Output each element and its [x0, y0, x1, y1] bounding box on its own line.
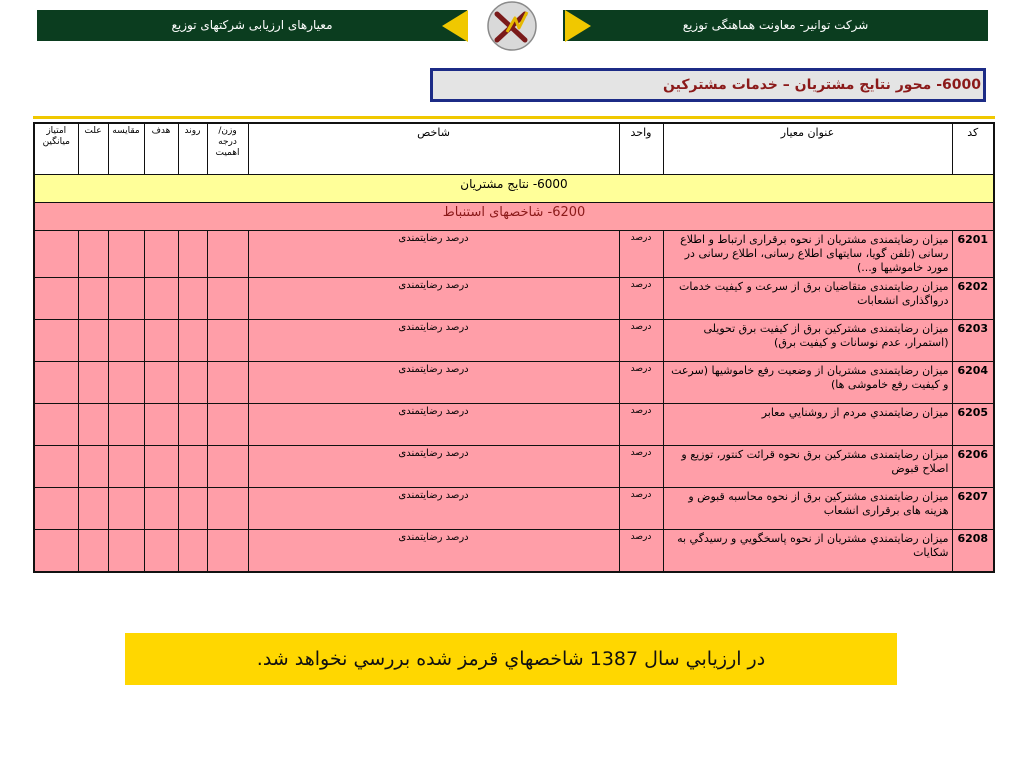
- empty-cell: [144, 530, 178, 573]
- table-row: [34, 488, 994, 530]
- empty-cell: [78, 404, 108, 446]
- empty-cell: [34, 488, 78, 530]
- empty-cell: [178, 530, 207, 573]
- row-unit: درصد: [619, 320, 663, 362]
- row-code: 6206: [952, 446, 994, 488]
- table-row: [34, 530, 994, 573]
- header-criterion: عنوان معیار: [663, 123, 952, 175]
- table-row: [34, 278, 994, 320]
- row-criterion: ميزان رضايتمندي مشتريان از نحوه پاسخگويي و رسيدگي به شكايات: [663, 530, 952, 573]
- group-row-label: 6200- شاخصهای استنباط: [34, 203, 994, 231]
- table-header-row: [34, 123, 994, 175]
- header-indicator: شاخص: [248, 123, 619, 175]
- empty-cell: [178, 362, 207, 404]
- table-row: [34, 231, 994, 278]
- row-criterion: میزان رضایتمندی مشتریان از نحوه برقراری ارتباط و اطلاع رسانی (تلفن گویا، سایتهای اطلاع رسانی، اطلاع رسانی در مورد خاموشیها و...): [663, 231, 952, 278]
- empty-cell: [207, 488, 248, 530]
- empty-cell: [108, 404, 144, 446]
- empty-cell: [178, 231, 207, 278]
- empty-cell: [34, 404, 78, 446]
- section-code: 6000-: [936, 77, 981, 93]
- section-title: [430, 68, 986, 102]
- table-row: [34, 362, 994, 404]
- row-indicator: درصد رضایتمندی: [248, 446, 619, 488]
- row-code: 6202: [952, 278, 994, 320]
- empty-cell: [207, 446, 248, 488]
- table-row: [34, 320, 994, 362]
- empty-cell: [34, 530, 78, 573]
- empty-cell: [178, 446, 207, 488]
- row-unit: درصد: [619, 446, 663, 488]
- criteria-table: [33, 122, 995, 573]
- empty-cell: [178, 404, 207, 446]
- empty-cell: [207, 278, 248, 320]
- row-criterion: میزان رضایتمندی متقاضیان برق از سرعت و کیفیت خدمات درواگذاری انشعابات: [663, 278, 952, 320]
- row-code: 6203: [952, 320, 994, 362]
- row-criterion: ميزان رضايتمندي مردم از روشنايي معابر: [663, 404, 952, 446]
- section-title-text: محور نتایج مشتریان – خدمات مشترکین: [663, 77, 932, 93]
- empty-cell: [34, 231, 78, 278]
- right-arrow-icon: [565, 10, 591, 42]
- empty-cell: [207, 404, 248, 446]
- empty-cell: [108, 231, 144, 278]
- empty-cell: [108, 488, 144, 530]
- empty-cell: [34, 320, 78, 362]
- empty-cell: [34, 278, 78, 320]
- row-unit: درصد: [619, 488, 663, 530]
- row-indicator: درصد رضایتمندی: [248, 530, 619, 573]
- empty-cell: [108, 278, 144, 320]
- left-arrow-icon: [442, 10, 468, 42]
- empty-cell: [78, 231, 108, 278]
- row-code: 6204: [952, 362, 994, 404]
- header-trend: روند: [178, 123, 207, 175]
- row-criterion: میزان رضایتمندی مشترکین برق نحوه قرائت کنتور، توزیع و اصلاح قبوض: [663, 446, 952, 488]
- row-indicator: درصد رضایتمندی: [248, 404, 619, 446]
- row-unit: درصد: [619, 278, 663, 320]
- row-unit: درصد: [619, 530, 663, 573]
- empty-cell: [78, 530, 108, 573]
- empty-cell: [78, 362, 108, 404]
- empty-cell: [144, 231, 178, 278]
- empty-cell: [108, 362, 144, 404]
- empty-cell: [144, 488, 178, 530]
- row-code: 6207: [952, 488, 994, 530]
- axis-row-label: 6000- نتایج مشتریان: [34, 175, 994, 203]
- empty-cell: [178, 278, 207, 320]
- row-code: 6208: [952, 530, 994, 573]
- empty-cell: [144, 362, 178, 404]
- row-indicator: درصد رضایتمندی: [248, 320, 619, 362]
- empty-cell: [144, 278, 178, 320]
- row-criterion: میزان رضایتمندی مشتریان از وضعیت رفع خاموشیها (سرعت و کیفیت رفع خاموشی ها): [663, 362, 952, 404]
- row-unit: درصد: [619, 362, 663, 404]
- row-unit: درصد: [619, 404, 663, 446]
- table-row: [34, 404, 994, 446]
- empty-cell: [78, 320, 108, 362]
- empty-cell: [108, 446, 144, 488]
- empty-cell: [178, 320, 207, 362]
- empty-cell: [78, 488, 108, 530]
- empty-cell: [34, 446, 78, 488]
- empty-cell: [178, 488, 207, 530]
- header-right-title: شرکت توانیر- معاونت هماهنگی توزیع: [563, 10, 988, 41]
- row-indicator: درصد رضایتمندی: [248, 362, 619, 404]
- empty-cell: [207, 530, 248, 573]
- table-row: [34, 446, 994, 488]
- row-indicator: درصد رضایتمندی: [248, 488, 619, 530]
- empty-cell: [108, 530, 144, 573]
- row-indicator: درصد رضایتمندی: [248, 278, 619, 320]
- header-code: کد: [952, 123, 994, 175]
- header-unit: واحد: [619, 123, 663, 175]
- footer-note: در ارزيابي سال 1387 شاخصهاي قرمز شده بررسي نخواهد شد.: [125, 633, 897, 685]
- header-cause: علت: [78, 123, 108, 175]
- empty-cell: [144, 404, 178, 446]
- empty-cell: [207, 231, 248, 278]
- row-code: 6205: [952, 404, 994, 446]
- empty-cell: [78, 278, 108, 320]
- empty-cell: [144, 446, 178, 488]
- empty-cell: [144, 320, 178, 362]
- header-weight: وزن/ درجه اهمیت: [207, 123, 248, 175]
- empty-cell: [108, 320, 144, 362]
- row-criterion: میزان رضایتمندی مشترکین برق از کیفیت برق تحویلی (استمرار، عدم نوسانات و کیفیت برق): [663, 320, 952, 362]
- header-compare: مقایسه: [108, 123, 144, 175]
- axis-row: [34, 175, 994, 203]
- row-criterion: میزان رضایتمندی مشترکین برق از نحوه محاسبه قبوض و هزینه های برقراری انشعاب: [663, 488, 952, 530]
- header-target: هدف: [144, 123, 178, 175]
- tavanir-logo-icon: [477, 0, 547, 52]
- divider: [33, 116, 995, 119]
- empty-cell: [207, 362, 248, 404]
- empty-cell: [78, 446, 108, 488]
- row-code: 6201: [952, 231, 994, 278]
- empty-cell: [207, 320, 248, 362]
- header-left-title: معیارهای ارزیابی شرکتهای توزیع: [37, 10, 467, 41]
- group-row: [34, 203, 994, 231]
- header-score: امتیاز میانگین: [34, 123, 78, 175]
- empty-cell: [34, 362, 78, 404]
- row-unit: درصد: [619, 231, 663, 278]
- row-indicator: درصد رضایتمندی: [248, 231, 619, 278]
